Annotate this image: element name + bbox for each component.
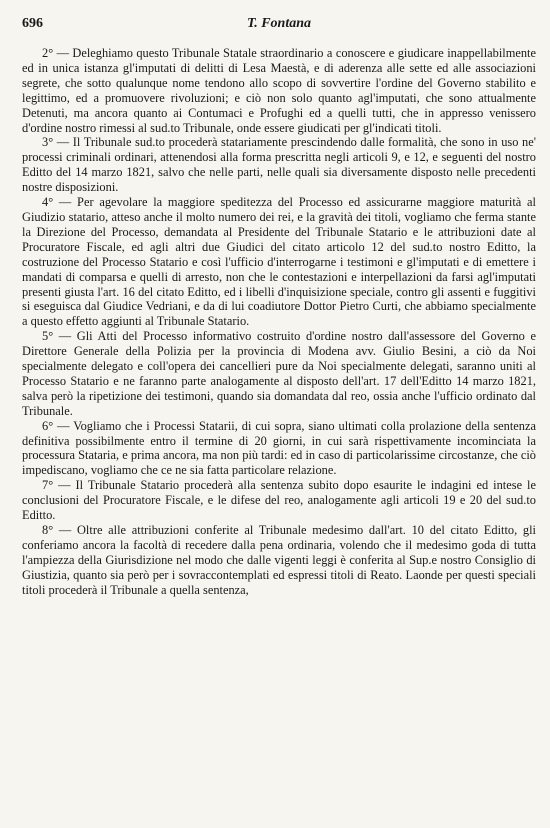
paragraph-article-4: 4° — Per agevolare la maggiore speditezza del Processo ed assicurarne maggiore maturità al Giudizio statario, atteso anche il molto numero dei rei, e la gravità dei titoli, vogliamo che ferma stante la Direzione del Processo, demandata al Presidente del Tribunale Statario e le attribuzioni date al Procuratore Fiscale, ed agli altri due Giudici del citato articolo 12 del sud.to nostro Editto, la costruzione del Processo Statario e così l'ufficio d'interrogarne i testimoni e gl'imputati e di emettere i mandati di comparsa e quelli di arresto, non che le contestazioni e interpellazioni da farsi agl'imputati presenti giusta l'art. 16 del citato Editto, ed i libelli d'inquisizione speciale, contro gli assenti e fuggitivi si eseguisca dal Giudice Vedriani, e da di lui coadiutore Dottor Pietro Curti, che abbiamo specialmente a questo effetto aggiunti al Tribunale Statario. <box>22 195 536 329</box>
paragraph-article-6: 6° — Vogliamo che i Processi Statarii, di cui sopra, siano ultimati colla prolazione della sentenza definitiva possibilmente entro il termine di 20 giorni, in cui sarà rispettivamente incominciata la processura Stataria, e prima ancora, ma non più tardi: ed in caso di particolarissime circostanze, che ciò impediscano, vogliamo che ce ne sia fatta particolare relazione. <box>22 418 536 478</box>
page-number: 696 <box>22 16 43 31</box>
paragraph-article-3: 3° — Il Tribunale sud.to procederà statariamente prescindendo dalle formalità, che sono in uso ne' processi criminali ordinari, attenendosi alla forma prescritta negli articoli 9, e 12, e seguenti del nostro Editto del 14 marzo 1821, salvo che nelle parti, nelle quali sia diversamente disposto nelle precedenti nostre disposizioni. <box>22 135 536 195</box>
paragraph-article-7: 7° — Il Tribunale Statario procederà alla sentenza subito dopo esaurite le indagini ed intese le conclusioni del Procuratore Fiscale, e le difese del reo, analogamente agli articoli 19 e 20 del sud.to Editto. <box>22 478 536 523</box>
body-text <box>22 46 536 598</box>
paragraph-article-2: 2° — Deleghiamo questo Tribunale Statale straordinario a conoscere e giudicare inappellabilmente ed in unica istanza gl'imputati di delitti di Lesa Maestà, e di aderenza alle sette ed alle associazioni segrete, che sotto qualunque nome tendono allo scopo di sovvertire l'ordine del Governo stabilito e legittimo, ed a promuovere rivoluzioni; e ciò non solo quanto agl'imputati, che sono attualmente Detenuti, ma ancora quanto ai Contumaci e Profughi ed a quelli tutti, che in appresso venissero d'ordine nostro rimessi al sud.to Tribunale, onde essere giudicati per gl'indicati titoli. <box>22 46 536 135</box>
page-header <box>22 14 536 46</box>
running-title: T. Fontana <box>246 16 312 31</box>
paragraph-article-8: 8° — Oltre alle attribuzioni conferite al Tribunale medesimo dall'art. 10 del citato Editto, gli conferiamo ancora la facoltà di recedere dalla pena ordinaria, volendo che il medesimo goda di tutta l'ampiezza della Giurisdizione nel modo che dalle vigenti leggi è conferita al Sup.e nostro Consiglio di Giustizia, quanto sia però per i sovraccontemplati ed espressi titoli di Reato. Laonde per questi speciali titoli procederà il Tribunale a quella sentenza, <box>22 523 536 597</box>
paragraph-article-5: 5° — Gli Atti del Processo informativo costruito d'ordine nostro dall'assessore del Governo e Direttore Generale della Polizia per la provincia di Modena avv. Giulio Besini, a ciò da Noi specialmente delegato e coll'opera dei cancellieri pure da Noi specialmente delegati, saranno uniti al Processo Statario e ne faranno parte analogamente al disposto dell'art. 17 dell'Editto 14 marzo 1821, salva però la ripetizione dei testimoni, quando sia domandata dal reo, ossia anche l'ufficio ordinato dal Tribunale. <box>22 329 536 418</box>
